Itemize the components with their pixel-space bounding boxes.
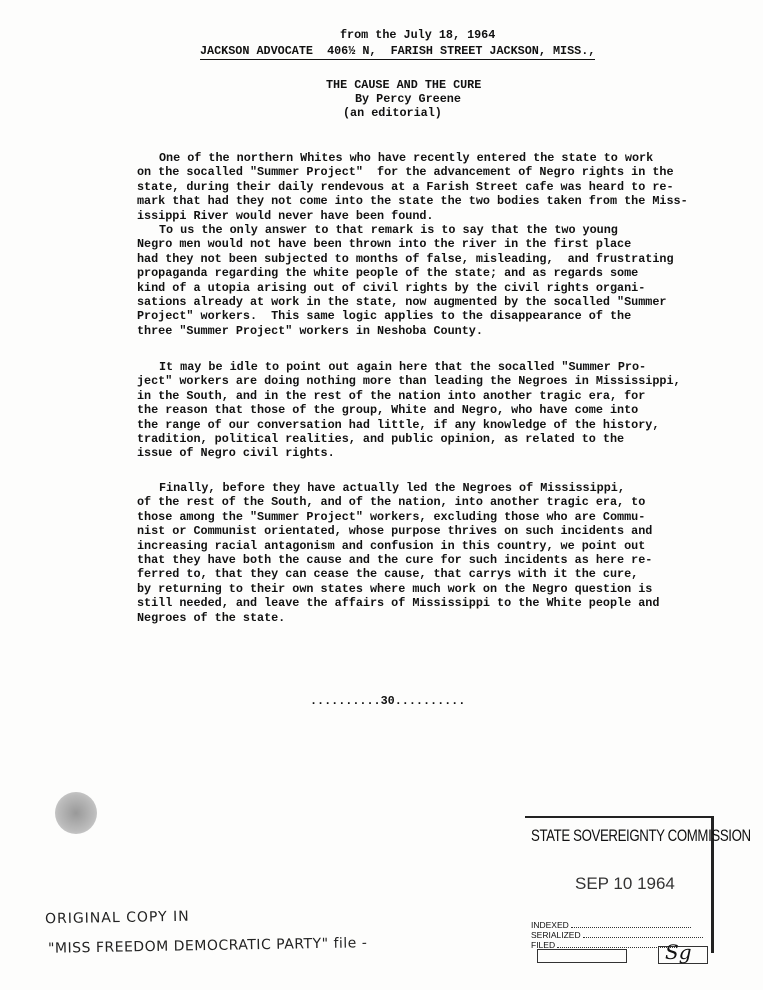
paragraph-line: ject" workers are doing nothing more than leading the Negroes in Mississippi, [137, 374, 681, 389]
handwritten-note-line-2: "MISS FREEDOM DEMOCRATIC PARTY" file - [47, 935, 368, 957]
stamp-indexed [531, 920, 691, 930]
paragraph-3 [137, 360, 681, 461]
paragraph-line: It may be idle to point out again here that the socalled "Summer Pro- [159, 360, 647, 374]
paragraph-line: Negro men would not have been thrown into the river in the first place [137, 237, 632, 252]
paragraph-line: issippi River would never have been found. [137, 208, 434, 223]
paragraph-line: sations already at work in the state, now augmented by the socalled "Summer [137, 295, 667, 310]
paragraph-line: To us the only answer to that remark is to say that the two young [159, 223, 618, 237]
stamp-date: SEP 10 1964 [575, 874, 675, 893]
paragraph-line: those among the "Summer Project" workers, excluding those who are Commu- [137, 509, 646, 524]
paragraph-line: in the South, and in the rest of the nation into another tragic era, for [137, 388, 646, 403]
paragraph-line: Project" workers. This same logic applies to the disappearance of the [137, 309, 632, 324]
paragraph-line: issue of Negro civil rights. [137, 446, 335, 461]
paragraph-line: ferred to, that they can cease the cause, that carrys with it the cure, [137, 567, 639, 582]
paragraph-line: nist or Communist orientated, whose purpose thrives on such incidents and [137, 524, 653, 539]
stamp-filed-label: FILED [531, 940, 556, 950]
stamp-box [537, 949, 627, 963]
paragraph-line: the reason that those of the group, White and Negro, who have come into [137, 403, 639, 418]
paragraph-line: Finally, before they have actually led the Negroes of Mississippi, [159, 481, 625, 495]
paragraph-line: increasing racial antagonism and confusion in this country, we point out [137, 538, 646, 553]
punch-hole [55, 792, 97, 834]
paragraph-line: state, during their daily rendevous at a Farish Street cafe was heard to re- [137, 179, 674, 194]
paragraph-2 [137, 223, 674, 338]
paragraph-line: by returning to their own states where much work on the Negro question is [137, 581, 653, 596]
article-title: THE CAUSE AND THE CURE [326, 78, 482, 92]
paragraph-1 [137, 151, 688, 223]
stamp-serialized-label: SERIALIZED [531, 930, 581, 940]
paragraph-line: of the rest of the South, and of the nation, into another tragic era, to [137, 495, 646, 510]
paragraph-line: kind of a utopia arising out of civil rights by the civil rights organi- [137, 280, 646, 295]
stamp-indexed-label: INDEXED [531, 920, 569, 930]
paragraph-line: Negroes of the state. [137, 610, 286, 625]
paragraph-line: the range of our conversation had little, if any knowledge of the history, [137, 417, 660, 432]
paragraph-line: on the socalled "Summer Project" for the advancement of Negro rights in the [137, 165, 674, 180]
paragraph-line: One of the northern Whites who have recently entered the state to work [159, 151, 654, 165]
stamp-initials: Sg [665, 940, 692, 964]
stamp-title: STATE SOVEREIGNTY COMMISSION [531, 826, 751, 845]
article-subtitle: (an editorial) [343, 106, 442, 120]
paragraph-line: tradition, political realities, and public opinion, as related to the [137, 432, 625, 447]
article-byline: By Percy Greene [355, 92, 461, 106]
paragraph-line: that they have both the cause and the cure for such incidents as here re- [137, 553, 653, 568]
source-date-line: from the July 18, 1964 [340, 28, 496, 42]
handwritten-note-line-1: ORIGINAL COPY IN [44, 908, 190, 928]
paragraph-line: three "Summer Project" workers in Neshoba County. [137, 323, 483, 338]
stamp-serialized [531, 930, 703, 940]
publication-line: JACKSON ADVOCATE 406½ N, FARISH STREET JACKSON, MISS., [200, 44, 595, 60]
paragraph-line: propaganda regarding the white people of the state; and as regards some [137, 266, 639, 281]
paragraph-line: mark that had they not come into the state the two bodies taken from the Miss- [137, 194, 688, 209]
paragraph-line: still needed, and leave the affairs of Mississippi to the White people and [137, 596, 660, 611]
end-mark: ..........30.......... [310, 694, 466, 708]
commission-stamp [525, 816, 751, 964]
paragraph-4 [137, 481, 659, 625]
paragraph-line: had they not been subjected to months of false, misleading, and frustrating [137, 251, 674, 266]
